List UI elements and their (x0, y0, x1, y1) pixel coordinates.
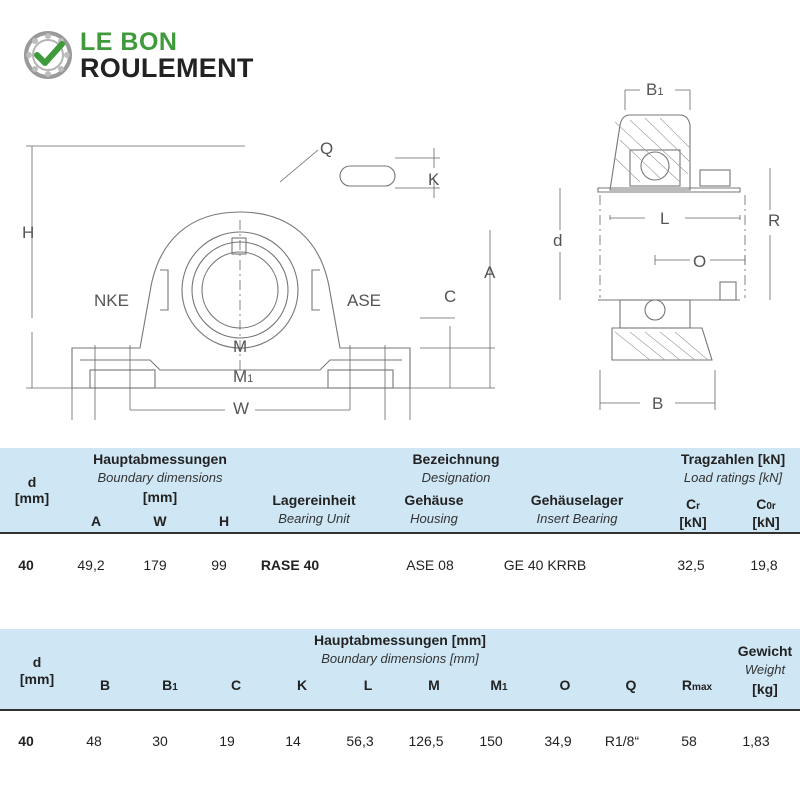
t2-col-O: O (559, 677, 571, 693)
t1-designation-subtitle: Designation (421, 470, 491, 485)
t1-d-label: d (27, 474, 37, 490)
t1-insert-title: Gehäuselager (530, 492, 624, 508)
t1-unit-subtitle: Bearing Unit (278, 511, 350, 526)
t2-cell-d: 40 (18, 733, 34, 749)
logo-line-2: ROULEMENT (80, 53, 254, 83)
t1-load-subtitle: Load ratings [kN] (683, 470, 783, 485)
housing-mark-left: NKE (94, 291, 129, 310)
label-O: O (693, 252, 707, 271)
t1-housing-subtitle: Housing (410, 511, 458, 526)
t1-insert-subtitle: Insert Bearing (536, 511, 618, 526)
t2-cell-R: 58 (681, 733, 697, 749)
t1-cell-insert: GE 40 KRRB (503, 557, 587, 573)
label-d: d (553, 231, 563, 250)
label-H: H (22, 223, 35, 242)
label-A: A (484, 263, 496, 282)
ball-upper (641, 152, 669, 180)
t1-designation-title: Bezeichnung (412, 451, 500, 467)
t1-col-H: H (218, 513, 230, 529)
foot-right (328, 370, 393, 388)
t2-boundary-title: Hauptabmessungen [mm] (314, 632, 486, 648)
t1-cell-unit: RASE 40 (260, 557, 320, 573)
t1-c0r-unit: [kN] (752, 514, 780, 530)
t2-weight-title: Gewicht (737, 643, 793, 659)
label-W: W (233, 399, 250, 418)
t2-cell-C: 19 (219, 733, 235, 749)
t2-cell-M: 126,5 (408, 733, 444, 749)
t1-cell-housing: ASE 08 (406, 557, 454, 573)
t2-boundary-subtitle: Boundary dimensions [mm] (321, 651, 479, 666)
t1-boundary-subtitle: Boundary dimensions (97, 470, 223, 485)
label-B: B (652, 394, 664, 413)
t2-col-K: K (296, 677, 308, 693)
t1-housing-title: Gehäuse (404, 492, 464, 508)
t1-col-c0r: C0r (756, 496, 776, 512)
t2-d-label: d (32, 654, 42, 670)
ball-lower (645, 300, 665, 320)
t1-unit-title: Lagereinheit (272, 492, 356, 508)
t2-cell-K: 14 (285, 733, 301, 749)
t2-cell-O: 34,9 (544, 733, 572, 749)
label-M1: M1 (233, 367, 254, 386)
t2-weight-subtitle: Weight (744, 662, 786, 677)
t1-col-A: A (90, 513, 102, 529)
t1-col-W: W (153, 513, 167, 529)
t1-cell-cr: 32,5 (677, 557, 705, 573)
t2-col-R: Rmax (681, 677, 713, 693)
t1-cell-H: 99 (211, 557, 227, 573)
t1-cell-A: 49,2 (77, 557, 105, 573)
foot-left (90, 370, 155, 388)
t2-col-M1: M1 (490, 677, 508, 693)
label-M: M (233, 337, 248, 356)
label-B1: B1 (646, 80, 664, 99)
label-R: R (768, 211, 781, 230)
t2-cell-B1: 30 (152, 733, 168, 749)
t1-cell-d: 40 (18, 557, 34, 573)
t1-load-title: Tragzahlen [kN] (680, 451, 786, 467)
t2-col-L: L (363, 677, 373, 693)
technical-drawing (0, 70, 800, 420)
t2-col-Q: Q (625, 677, 637, 693)
t1-boundary-unit: [mm] (142, 489, 178, 505)
label-Q: Q (320, 139, 334, 158)
t2-col-B: B (99, 677, 111, 693)
t2-cell-L: 56,3 (346, 733, 374, 749)
t2-col-B1: B1 (162, 677, 178, 693)
t2-col-C: C (230, 677, 242, 693)
t2-weight-unit: [kg] (752, 681, 778, 697)
label-C: C (444, 287, 457, 306)
side-housing-base (612, 328, 712, 360)
t2-cell-M1: 150 (479, 733, 503, 749)
t1-boundary-title: Hauptabmessungen (93, 451, 227, 467)
t1-cr-unit: [kN] (679, 514, 707, 530)
t2-col-M: M (428, 677, 440, 693)
housing-mark-right: ASE (347, 291, 382, 310)
t2-cell-B: 48 (86, 733, 102, 749)
t1-col-cr: Cr (685, 496, 701, 512)
slot-K (340, 166, 395, 186)
label-K: K (428, 170, 440, 189)
table1-header-rule (0, 532, 800, 534)
table2-header-rule (0, 709, 800, 711)
t2-cell-Q: R1/8“ (604, 733, 640, 749)
t2-cell-weight: 1,83 (742, 733, 770, 749)
t2-d-unit: [mm] (19, 671, 55, 687)
t1-cell-W: 179 (143, 557, 167, 573)
t1-cell-c0r: 19,8 (750, 557, 778, 573)
label-L: L (660, 209, 670, 228)
t1-d-unit: [mm] (14, 490, 50, 506)
logo-line-1: LE BON (80, 28, 178, 56)
